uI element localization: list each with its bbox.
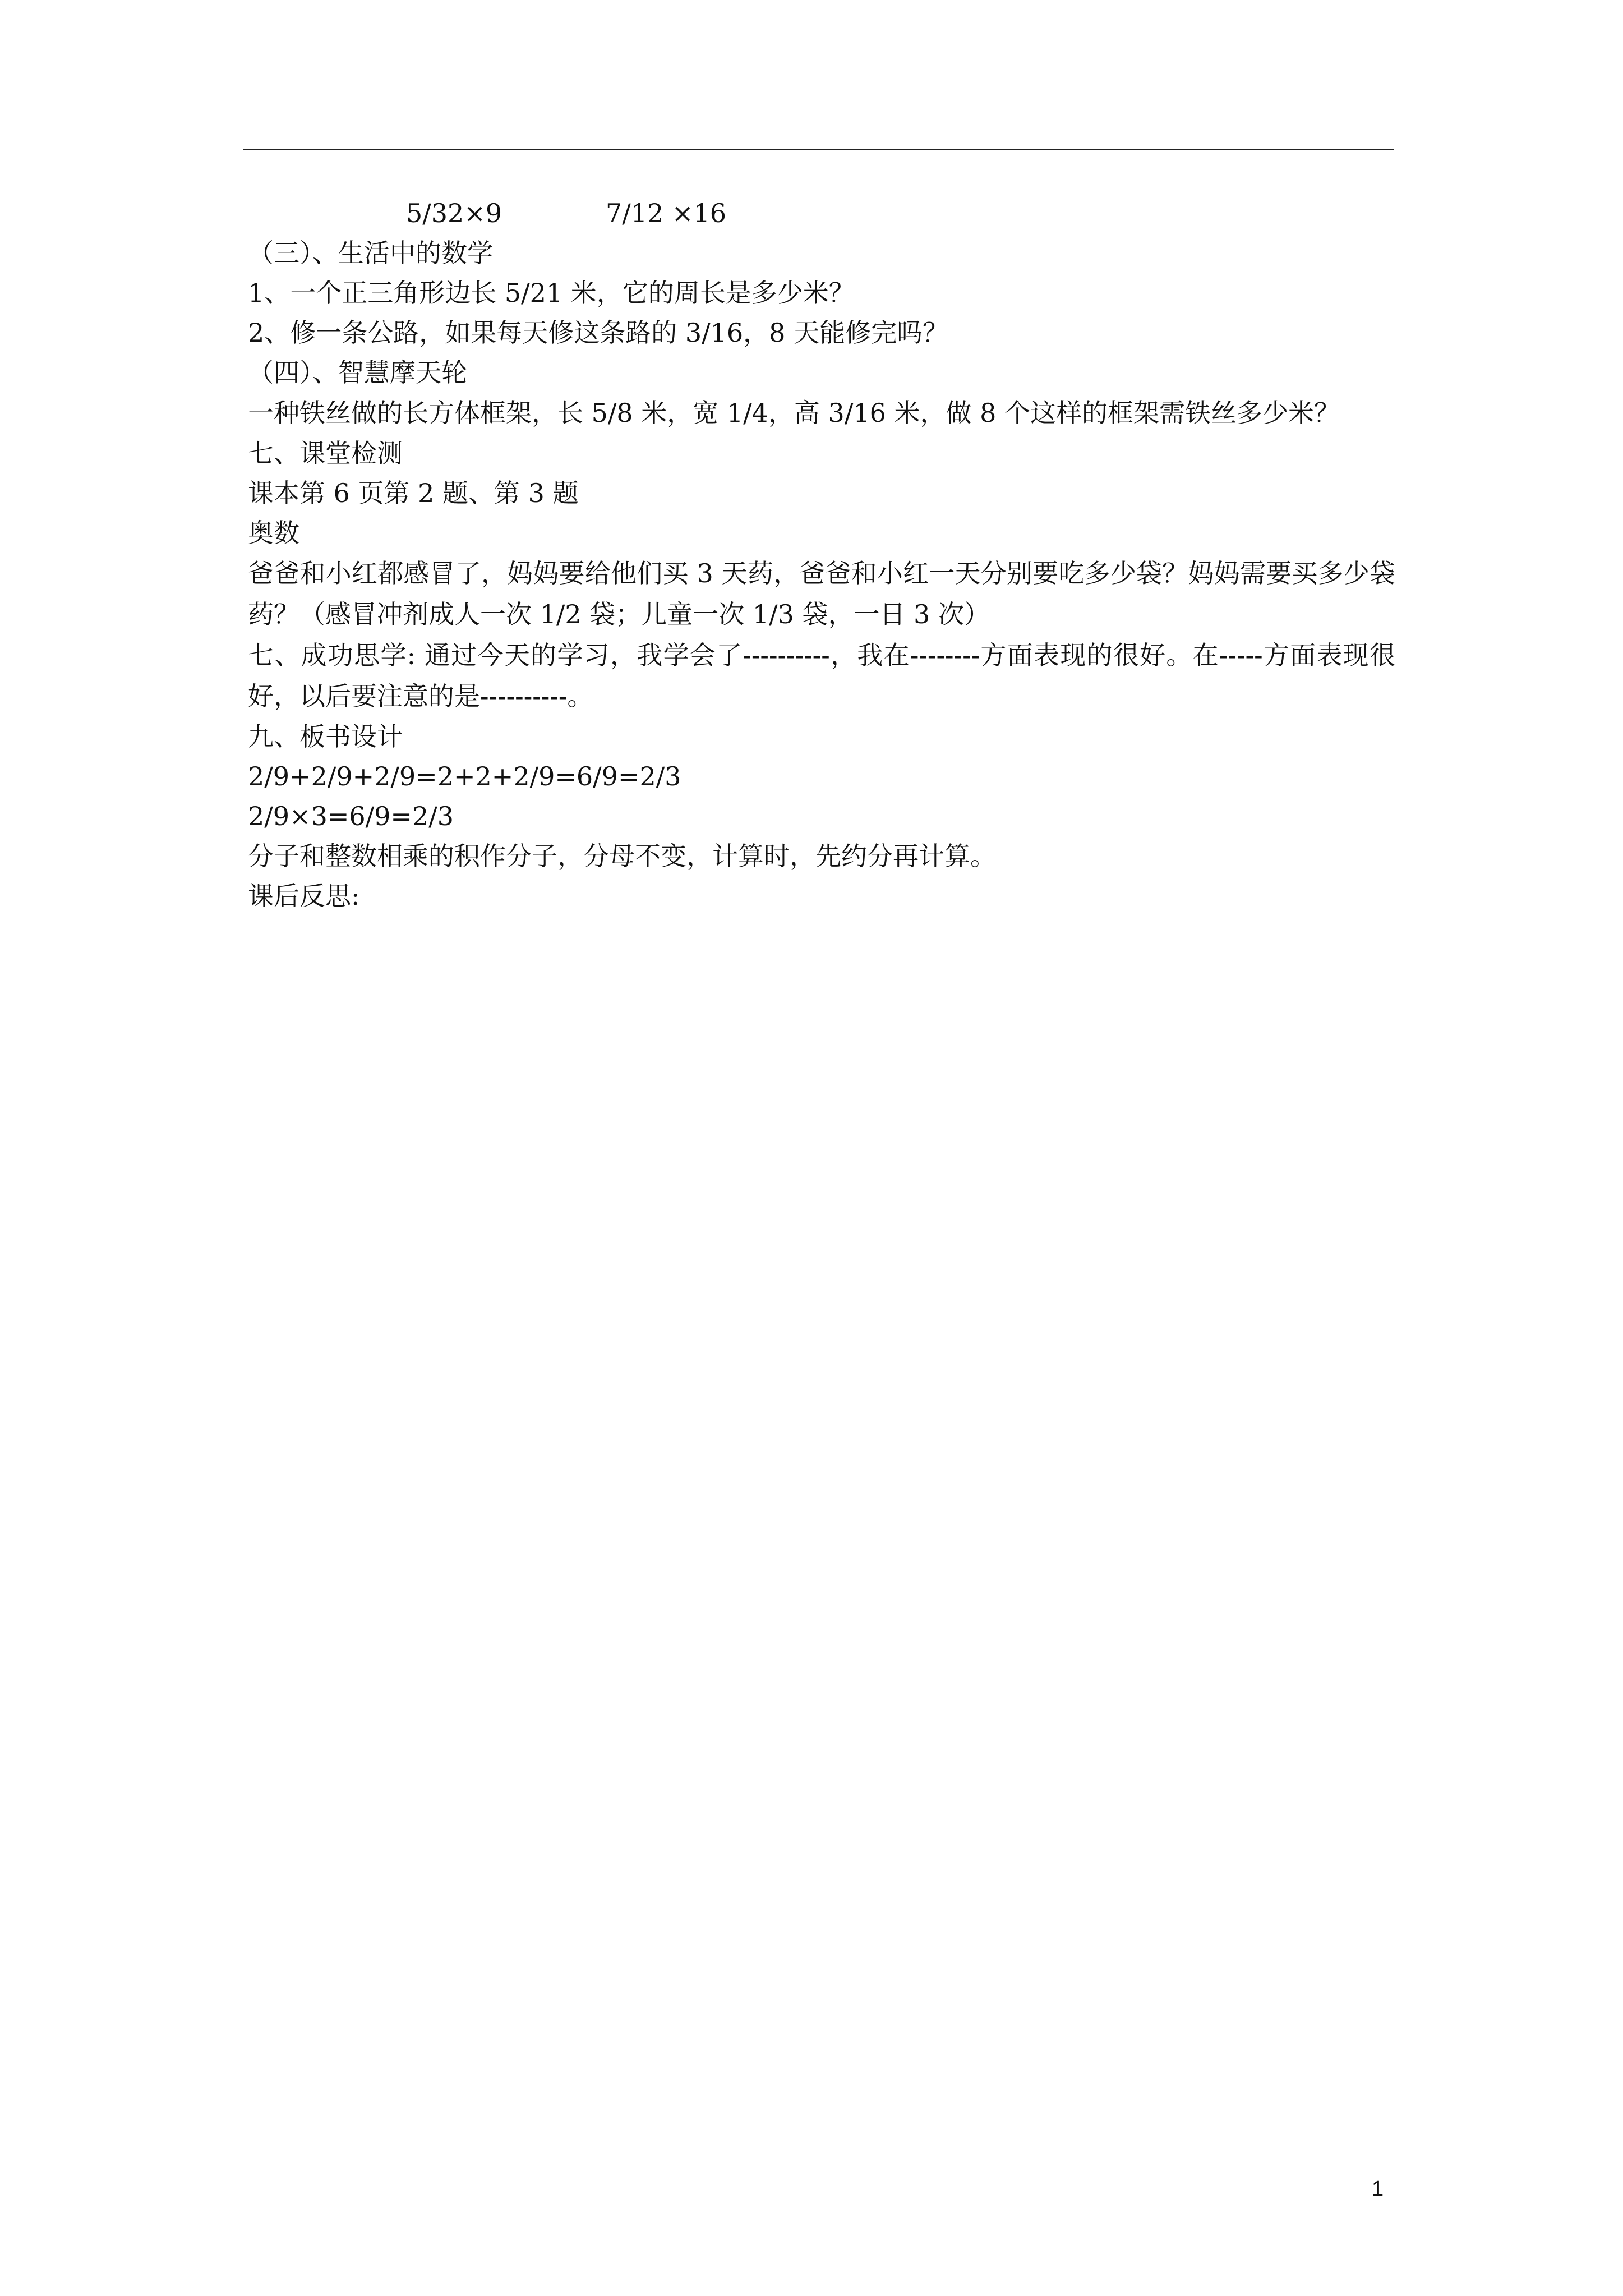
calc-item-1: 5/32×9: [406, 198, 502, 228]
board-equation-1: 2/9+2/9+2/9=2+2+2/9=6/9=2/3: [248, 761, 681, 792]
life-math-question-2: 2、修一条公路，如果每天修这条路的 3/16，8 天能修完吗？: [248, 318, 949, 348]
board-rule: 分子和整数相乘的积作分子，分母不变，计算时，先约分再计算。: [248, 841, 996, 871]
document-body: [248, 194, 1395, 916]
section-life-math-heading: （三）、生活中的数学: [248, 238, 493, 268]
reflection-paragraph: 七、成功思学: 通过今天的学习，我学会了----------，我在--------方面表现的很好。在-----方面表现很好，以后要注意的是----------。: [248, 640, 1395, 711]
calc-item-2: 7/12 ×16: [606, 198, 726, 228]
section-wisdom-heading: （四）、智慧摩天轮: [248, 357, 467, 388]
page-number: 1: [1372, 2177, 1384, 2201]
section-test-heading: 七、课堂检测: [248, 438, 403, 468]
section-olympiad-heading: 奥数: [248, 518, 299, 548]
section-board-heading: 九、板书设计: [248, 721, 403, 752]
header-rule: [243, 149, 1394, 150]
olympiad-problem: 爸爸和小红都感冒了，妈妈要给他们买 3 天药，爸爸和小红一天分别要吃多少袋？妈妈需要买多少袋药？（感冒冲剂成人一次 1/2 袋；儿童一次 1/3 袋，一日 3 次）: [248, 558, 1395, 629]
board-equation-2: 2/9×3=6/9=2/3: [248, 801, 454, 831]
test-task: 课本第 6 页第 2 题、第 3 题: [248, 478, 579, 508]
life-math-question-1: 1、一个正三角形边长 5/21 米，它的周长是多少米？: [248, 278, 855, 308]
after-class-reflection-label: 课后反思:: [248, 881, 360, 911]
calc-exercises-row: [248, 194, 1395, 233]
wisdom-problem: 一种铁丝做的长方体框架，长 5/8 米，宽 1/4，高 3/16 米，做 8 个这样的框架需铁丝多少米？: [248, 398, 1340, 428]
